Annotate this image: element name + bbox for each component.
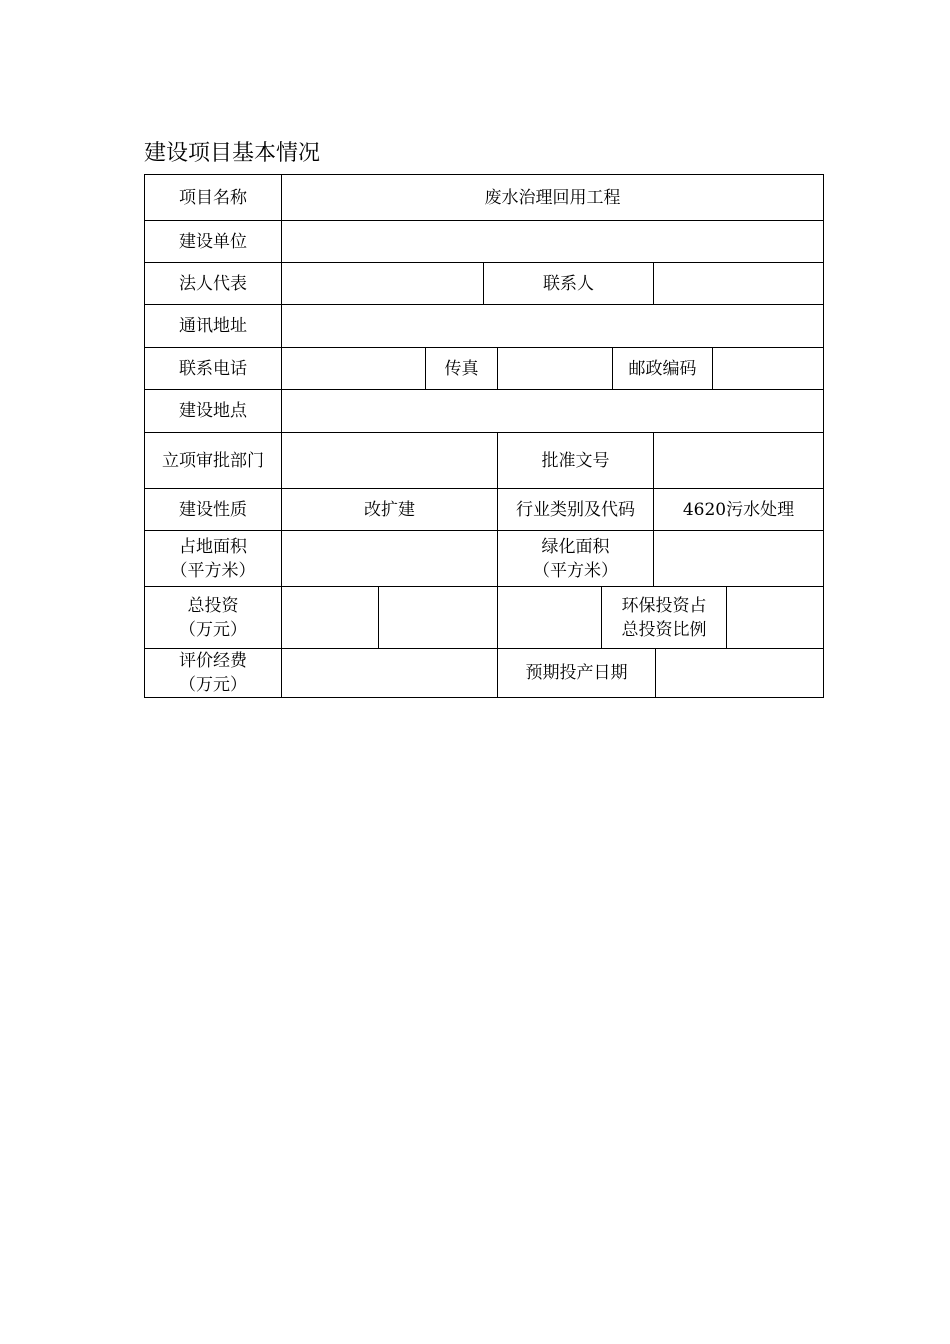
land-area-label-line1: 占地面积	[179, 536, 247, 557]
table-row	[145, 305, 823, 348]
env-ratio-label-line1: 环保投资占	[621, 595, 707, 616]
table-row	[145, 263, 823, 305]
approval-dept-field[interactable]	[282, 433, 498, 489]
env-ratio-label	[602, 587, 727, 649]
phone-label: 联系电话	[145, 348, 282, 390]
env-ratio-label-line2: 总投资比例	[621, 619, 707, 640]
expected-date-label: 预期投产日期	[498, 649, 656, 697]
evaluation-cost-label-line1: 评价经费	[179, 651, 247, 671]
table-row	[145, 649, 823, 697]
address-label: 通讯地址	[145, 305, 282, 348]
evaluation-cost-label	[145, 649, 282, 697]
postcode-label: 邮政编码	[613, 348, 713, 390]
site-field[interactable]	[282, 390, 823, 433]
table-row	[145, 531, 823, 587]
total-investment-label-line1: 总投资	[187, 595, 239, 616]
land-area-label-line2: （平方米）	[170, 560, 256, 581]
total-investment-field[interactable]	[282, 587, 379, 649]
green-area-label	[498, 531, 654, 587]
project-name-field[interactable]: 废水治理回用工程	[282, 175, 823, 221]
green-area-label-line2: （平方米）	[533, 560, 618, 581]
table-row	[145, 433, 823, 489]
evaluation-cost-label-line2: （万元）	[179, 675, 247, 695]
green-area-label-line1: 绿化面积	[541, 536, 610, 557]
evaluation-cost-field[interactable]	[282, 649, 498, 697]
contact-field[interactable]	[654, 263, 823, 305]
site-label: 建设地点	[145, 390, 282, 433]
total-investment-label-line2: （万元）	[179, 619, 247, 640]
env-ratio-field[interactable]	[727, 587, 823, 649]
table-row	[145, 221, 823, 263]
construction-unit-label: 建设单位	[145, 221, 282, 263]
green-area-field[interactable]	[654, 531, 823, 587]
table-row	[145, 489, 823, 531]
table-row	[145, 390, 823, 433]
phone-field[interactable]	[282, 348, 426, 390]
approval-dept-label: 立项审批部门	[145, 433, 282, 489]
contact-label: 联系人	[484, 263, 654, 305]
nature-field[interactable]: 改扩建	[282, 489, 498, 531]
legal-rep-label: 法人代表	[145, 263, 282, 305]
construction-unit-field[interactable]	[282, 221, 823, 263]
project-name-label: 项目名称	[145, 175, 282, 221]
address-field[interactable]	[282, 305, 823, 348]
industry-field[interactable]: 4620污水处理	[654, 489, 823, 531]
table-row	[145, 175, 823, 221]
land-area-label	[145, 531, 282, 587]
legal-rep-field[interactable]	[282, 263, 484, 305]
project-info-table	[144, 174, 824, 698]
fax-field[interactable]	[498, 348, 613, 390]
fax-label: 传真	[426, 348, 498, 390]
total-investment-label	[145, 587, 282, 649]
postcode-field[interactable]	[713, 348, 823, 390]
expected-date-field[interactable]	[656, 649, 823, 697]
table-row	[145, 587, 823, 649]
approval-doc-field[interactable]	[654, 433, 823, 489]
land-area-field[interactable]	[282, 531, 498, 587]
page-title: 建设项目基本情况	[144, 141, 321, 166]
approval-doc-label: 批准文号	[498, 433, 654, 489]
env-investment-field[interactable]	[498, 587, 602, 649]
env-investment-label	[379, 587, 498, 649]
table-row	[145, 348, 823, 390]
nature-label: 建设性质	[145, 489, 282, 531]
industry-label: 行业类别及代码	[498, 489, 654, 531]
